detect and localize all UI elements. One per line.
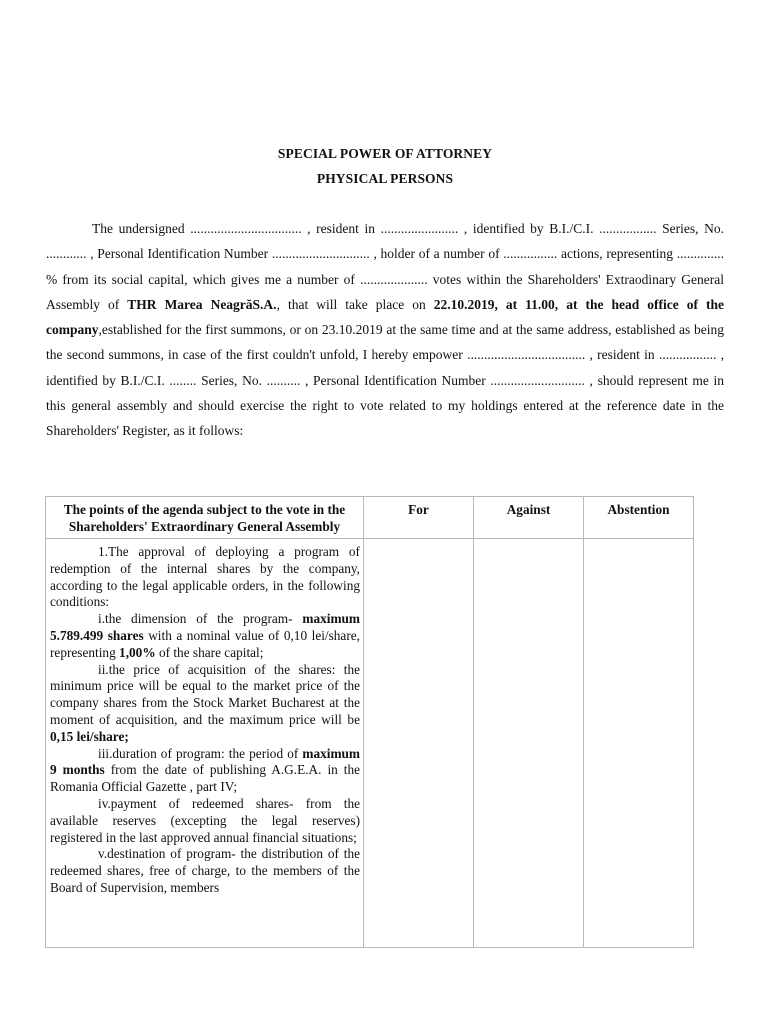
paragraph-text-1: The undersigned ................................. , resident in ....................... , identified by B.I./C.I. ................. Series, No. ............ , Personal Identification Number ............................. , holder of a number of ................ actions, representing .............. % from its social capital, which gives me a number of .................... votes within the Shareholders' Extraodinary General Assembly of xyxy=(46,221,724,312)
document-subtitle: PHYSICAL PERSONS xyxy=(316,171,454,186)
header-against: Against xyxy=(474,497,584,539)
voting-table xyxy=(45,496,694,948)
agenda-point-cell xyxy=(46,539,364,948)
paragraph-text-3: ,established for the first summons, or on 23.10.2019 at the same time and at the same address, established as being the second summons, in case of the first couldn't unfold, I hereby empower ................................... , resident in ................. , identified by B.I./C.I. ........ Series, No. .......... , Personal Identification Number ............................ , should represent me in this general assembly and should exercise the right to vote related to my holdings entered at the reference date in the Shareholders' Register, as it follows: xyxy=(46,322,724,439)
vote-for-cell[interactable] xyxy=(364,539,474,948)
company-name: THR Marea NeagrăS.A. xyxy=(127,296,277,312)
paragraph-text-2: , that will take place on xyxy=(276,296,434,312)
header-for: For xyxy=(364,497,474,539)
declaration-paragraph xyxy=(46,216,724,444)
agenda-subpoint-iv: iv.payment of redeemed shares- from the available reserves (excepting the legal reserves) registered in the last approved annual financial situations; xyxy=(50,795,360,845)
vote-against-cell[interactable] xyxy=(474,539,584,948)
vote-abstention-cell[interactable] xyxy=(584,539,694,948)
agenda-subpoint-i: i.the dimension of the program- maximum 5.789.499 shares with a nominal value of 0,10 lei/share, representing 1,00% of the share capital; xyxy=(50,611,360,660)
header-agenda-points: The points of the agenda subject to the vote in the Shareholders' Extraordinary General Assembly xyxy=(46,497,364,539)
agenda-subpoint-iii: iii.duration of program: the period of maximum 9 months from the date of publishing A.G.E.A. in the Romania Official Gazette , part IV; xyxy=(50,745,360,795)
meeting-details: 22.10.2019, at 11.00, at the head office of the company xyxy=(46,296,725,338)
document-title: SPECIAL POWER OF ATTORNEY xyxy=(277,146,493,161)
table-header-row xyxy=(46,497,694,539)
header-abstention: Abstention xyxy=(584,497,694,539)
agenda-point-intro: 1.The approval of deploying a program of redemption of the internal shares by the company, according to the legal applicable orders, in the following conditions: xyxy=(50,544,360,610)
agenda-subpoint-ii: ii.the price of acquisition of the shares: the minimum price will be equal to the market price of the company shares from the Stock Market Bucharest at the moment of acquisition, and the maximum price will be 0,15 lei/share; xyxy=(50,661,360,744)
table-row xyxy=(46,539,694,948)
agenda-subpoint-v: v.destination of program- the distribution of the redeemed shares, free of charge, to the members of the Board of Supervision, members xyxy=(50,846,360,895)
